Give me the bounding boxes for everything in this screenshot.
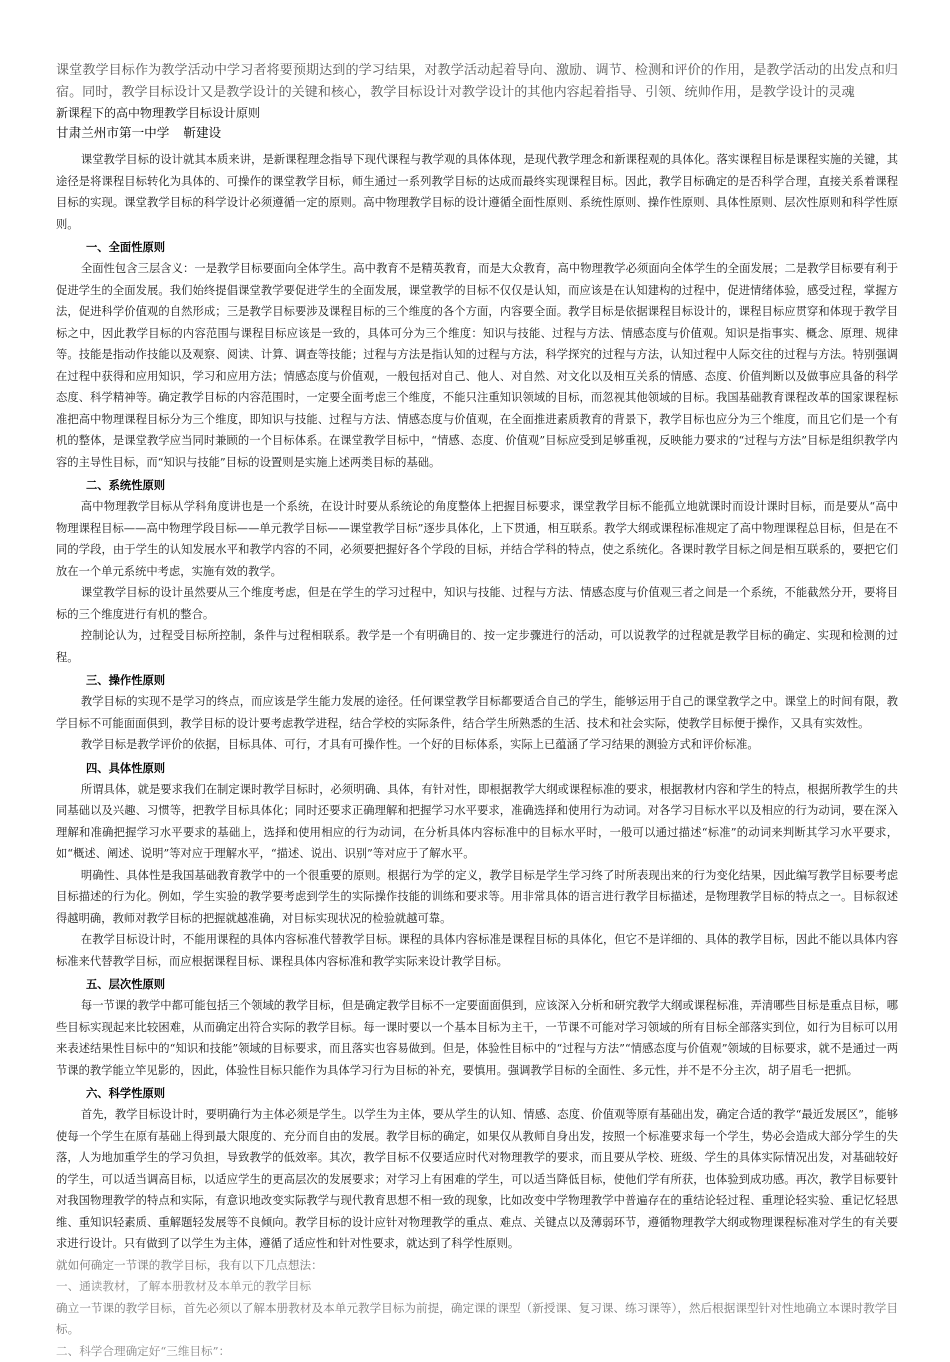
section-paragraph: 首先，教学目标设计时，要明确行为主体必须是学生。以学生为主体，要从学生的认知、情感、态度、价值观等原有基础出发，确定合适的教学“最近发展区”，能够使每一个学生在原有基础上得到最大限度的、充分而自由的发展。教学目标的确定，如果仅从教师自身出发，按照一个标准要求每一个学生，势必会造成大部分学生的失落，人为地加重学生的学习负担，导致教学的低效率。其次，教学目标不仅要适应时代对物理教学的要求，而且要从学校、班级、学生的具体实际情况出发，对基础较好的学生，可以适当调高目标，以适应学生的更高层次的发展要求；对学习上有困难的学生，可以适当降低目标，使他们学有所获，也体验到成功感。再次，教学目标要针对我国物理教学的特点和实际，有意识地改变实际教学与现代教育思想不相一致的现象，比如改变中学物理教学中普遍存在的重结论轻过程、重理论轻实验、重记忆轻思维、重知识轻素质、重解题轻发展等不良倾向。教学目标的设计应针对物理教学的重点、难点、关键点以及薄弱环节，遵循物理教学大纲或物理课程标准对学生的有关要求进行设计。只有做到了以学生为主体，遵循了适应性和针对性要求，就达到了科学性原则。 xyxy=(56,1104,898,1255)
section-operability xyxy=(56,670,898,756)
intro-paragraph: 课堂教学目标作为教学活动中学习者将要预期达到的学习结果，对教学活动起着导向、激励、调节、检测和评价的作用，是教学活动的出发点和归宿。同时，教学目标设计又是教学设计的关键和核心，教学目标设计对教学设计的其他内容起着指导、引领、统帅作用，是教学设计的灵魂 xyxy=(56,60,898,104)
section-heading: 五、层次性原则 xyxy=(86,974,898,995)
section-paragraph: 教学目标的实现不是学习的终点，而应该是学生能力发展的途径。任何课堂教学目标都要适合自己的学生，能够运用于自己的课堂教学之中。课堂上的时间有限，教学目标不可能面面俱到，教学目标的设计要考虑教学进程，结合学校的实际条件，结合学生所熟悉的生活、技术和社会实际，使教学目标便于操作，又具有实效性。 xyxy=(56,691,898,734)
section-hierarchy xyxy=(56,974,898,1081)
author-name: 靳建设 xyxy=(183,125,221,140)
tail-item2-heading: 二、科学合理确定好“三维目标”： xyxy=(56,1341,898,1362)
opening-paragraph: 课堂教学目标的设计就其本质来讲，是新课程理念指导下现代课程与教学观的具体体现，是现代教学理念和新课程观的具体化。落实课程目标是课程实施的关键，其途径是将课程目标转化为具体的、可操作的课堂教学目标，师生通过一系列教学目标的达成而最终实现课程目标。因此，教学目标确定的是否科学合理，直接关系着课程目标的实现。课堂教学目标的科学设计必须遵循一定的原则。高中物理教学目标的设计遵循全面性原则、系统性原则、操作性原则、具体性原则、层次性原则和科学性原则。 xyxy=(56,149,898,235)
section-heading: 一、全面性原则 xyxy=(86,237,898,258)
section-heading: 二、系统性原则 xyxy=(86,475,898,496)
section-paragraph: 课堂教学目标的设计虽然要从三个维度考虑，但是在学生的学习过程中，知识与技能、过程与方法、情感态度与价值观三者之间是一个系统，不能截然分开，要将目标的三个维度进行有机的整合。 xyxy=(56,582,898,625)
tail-question: 就如何确定一节课的教学目标，我有以下几点想法： xyxy=(56,1255,898,1277)
section-comprehensive xyxy=(56,237,898,473)
section-paragraph: 高中物理教学目标从学科角度讲也是一个系统，在设计时要从系统论的角度整体上把握目标要求，课堂教学目标不能孤立地就课时而设计课时目标，而是要从“高中物理课程目标——高中物理学段目标——单元教学目标——课堂教学目标”逐步具体化，上下贯通，相互联系。教学大纲或课程标准规定了高中物理课程总目标，但是在不同的学段，由于学生的认知发展水平和教学内容的不同，必须要把握好各个学段的目标，并结合学科的特点，使之系统化。各课时教学目标之间是相互联系的，要把它们放在一个单元系统中考虑，实施有效的教学。 xyxy=(56,496,898,582)
section-paragraph: 所谓具体，就是要求我们在制定课时教学目标时，必须明确、具体，有针对性，即根据教学大纲或课程标准的要求，根据教材内容和学生的特点，根据所教学生的共同基础以及兴趣、习惯等，把教学目标具体化；同时还要求正确理解和把握学习水平要求，准确选择和使用行为动词。对各学习目标水平以及相应的行为动词，要在深入理解和准确把握学习水平要求的基础上，选择和使用相应的行为动词，在分析具体内容标准中的目标水平时，一般可以通过描述“标准”的动词来判断其学习水平要求，如“概述、阐述、说明”等对应于理解水平，“描述、说出、识别”等对应于了解水平。 xyxy=(56,779,898,865)
section-paragraph: 在教学目标设计时，不能用课程的具体内容标准代替教学目标。课程的具体内容标准是课程目标的具体化，但它不是详细的、具体的教学目标，因此不能以具体内容标准来代替教学目标，而应根据课程目标、课程具体内容标准和教学实际来设计教学目标。 xyxy=(56,929,898,972)
section-paragraph: 每一节课的教学中都可能包括三个领域的教学目标，但是确定教学目标不一定要面面俱到，应该深入分析和研究教学大纲或课程标准，弄清哪些目标是重点目标，哪些目标实现起来比较困难，从而确定出符合实际的教学目标。每一课时要以一个基本目标为主干，一节课不可能对学习领域的所有目标全部落实到位，如行为目标可以用来表述结果性目标中的“知识和技能”领域的目标要求，而且落实也容易做到。但是，体验性目标中的“过程与方法”“情感态度与价值观”领域的目标要求，就不是通过一两节课的教学能立竿见影的，因此，体验性目标只能作为具体学习行为目标的补充，要慎用。强调教学目标的全面性、多元性，并不是不分主次，胡子眉毛一把抓。 xyxy=(56,995,898,1081)
section-paragraph: 明确性、具体性是我国基础教育教学中的一个很重要的原则。根据行为学的定义，教学目标是学生学习终了时所表现出来的行为变化结果，因此编写教学目标要考虑目标描述的行为化。例如，学生实验的教学要考虑到学生的实际操作技能的训练和要求等。用非常具体的语言进行教学目标描述，是物理教学目标的特点之一。目标叙述得越明确，教师对教学目标的把握就越准确，对目标实现状况的检验就越可靠。 xyxy=(56,865,898,930)
section-heading: 三、操作性原则 xyxy=(86,670,898,691)
tail-item1-heading: 一、通读教材，了解本册教材及本单元的教学目标 xyxy=(56,1276,898,1298)
section-paragraph: 控制论认为，过程受目标所控制，条件与过程相联系。教学是一个有明确目的、按一定步骤进行的活动，可以说教学的过程就是教学目标的确定、实现和检测的过程。 xyxy=(56,625,898,668)
section-paragraph: 全面性包含三层含义：一是教学目标要面向全体学生。高中教育不是精英教育，而是大众教育，高中物理教学必须面向全体学生的全面发展；二是教学目标要有利于促进学生的全面发展。我们始终提倡课堂教学要促进学生的全面发展，课堂教学的目标不仅仅是认知，而应该是在认知建构的过程中，促进情绪体验，感受过程，掌握方法，促进科学价值观的自然形成；三是教学目标要涉及课程目标的三个维度的各个方面，内容要全面。教学目标是依据课程目标设计的，课程目标应贯穿和体现于教学目标之中，因此教学目标的内容范围与课程目标应该是一致的，具体可分为三个维度：知识与技能、过程与方法、情感态度与价值观。知识是指事实、概念、原理、规律等。技能是指动作技能以及观察、阅读、计算、调查等技能；过程与方法是指认知的过程与方法，科学探究的过程与方法，认知过程中人际交往的过程与方法。特别强调在过程中获得和应用知识，学习和应用方法；情感态度与价值观，一般包括对自己、他人、对自然、对文化以及相互关系的情感、态度、价值判断以及做事应具备的科学态度、科学精神等。确定教学目标的内容范围时，一定要全面考虑三个维度，不能只注重知识领域的目标，而忽视其他领域的目标。我国基础教育课程改革的国家课程标准把高中物理课程目标分为三个维度，即知识与技能、过程与方法、情感态度与价值观，在全面推进素质教育的背景下，教学目标也应分为三个维度，而且它们是一个有机的整体，是课堂教学应当同时兼顾的一个目标体系。在课堂教学目标中，“情感、态度、价值观”目标应受到足够重视，反映能力要求的“过程与方法”目标是组织教学内容的主导性目标，而“知识与技能”目标的设置则是实施上述两类目标的基础。 xyxy=(56,258,898,473)
section-scientific xyxy=(56,1083,898,1255)
author-line xyxy=(56,123,898,143)
section-paragraph: 教学目标是教学评价的依据，目标具体、可行，才具有可操作性。一个好的目标体系，实际上已蕴涵了学习结果的测验方式和评价标准。 xyxy=(56,734,898,756)
section-specificity xyxy=(56,758,898,973)
section-heading: 六、科学性原则 xyxy=(86,1083,898,1104)
section-systematic xyxy=(56,475,898,668)
document-title: 新课程下的高中物理教学目标设计原则 xyxy=(56,104,898,123)
tail-item1-text: 确立一节课的教学目标，首先必须以了解本册教材及本单元教学目标为前提，确定课的课型（新授课、复习课、练习课等），然后根据课型针对性地确立本课时教学目标。 xyxy=(56,1298,898,1341)
section-heading: 四、具体性原则 xyxy=(86,758,898,779)
author-school: 甘肃兰州市第一中学 xyxy=(56,125,169,140)
